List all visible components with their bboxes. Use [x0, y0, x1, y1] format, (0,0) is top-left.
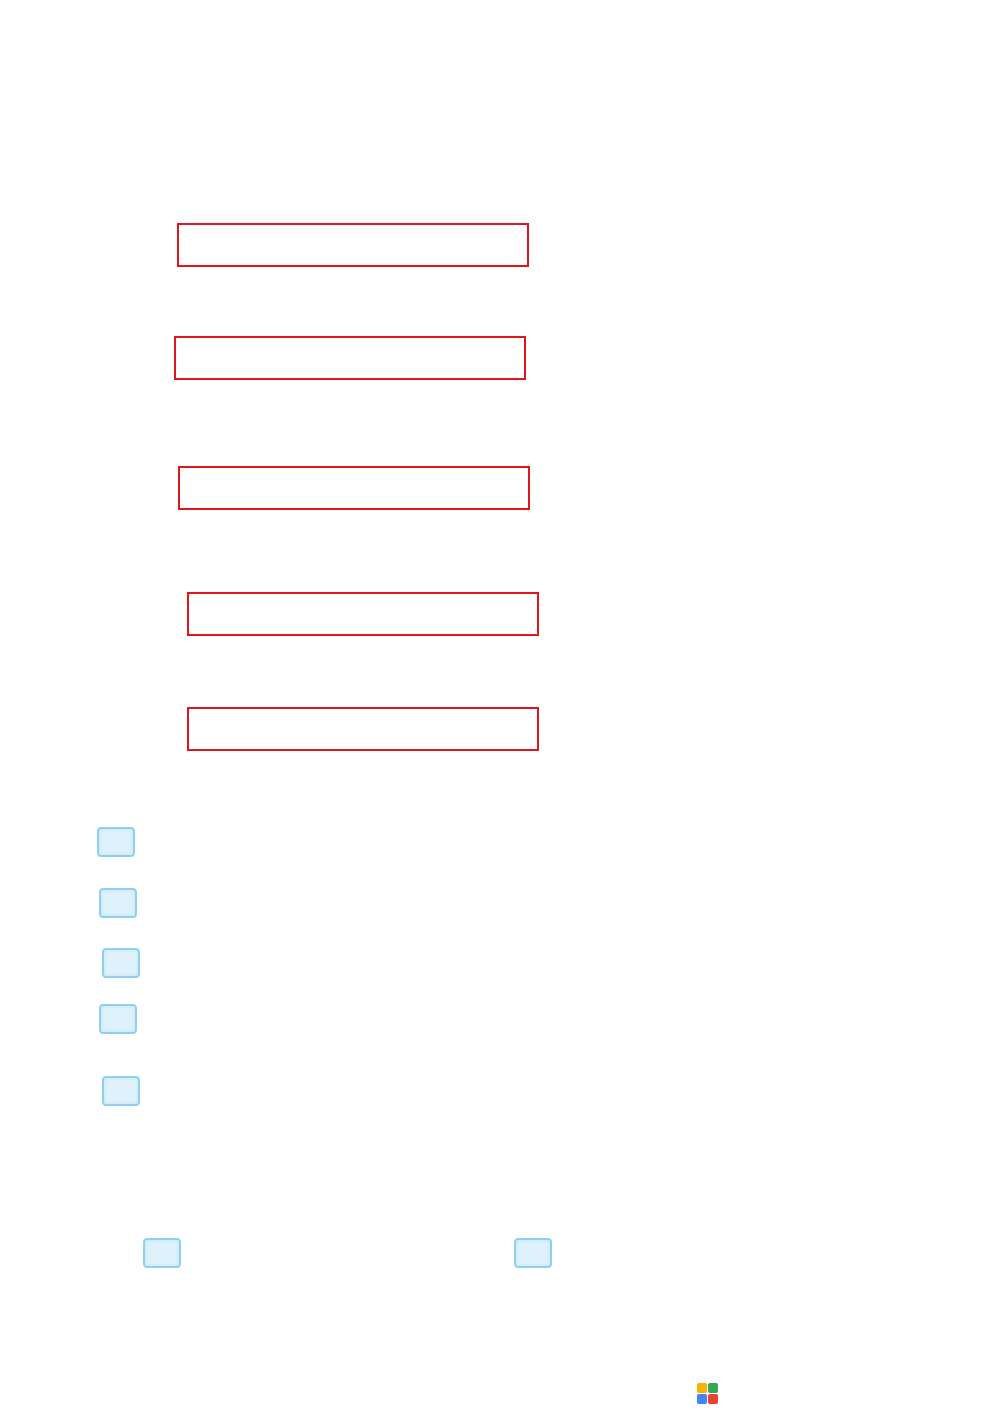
- answer-2-input[interactable]: [174, 336, 526, 380]
- order-box-5[interactable]: [102, 1076, 140, 1106]
- answer-3-input[interactable]: [178, 466, 530, 510]
- logo-mark-e: [708, 1394, 718, 1404]
- option-2-checkbox[interactable]: [514, 1238, 552, 1268]
- order-box-4[interactable]: [99, 1004, 137, 1034]
- answer-1-input[interactable]: [177, 223, 529, 267]
- order-box-2[interactable]: [99, 888, 137, 918]
- order-box-1[interactable]: [97, 827, 135, 857]
- answer-5-input[interactable]: [187, 707, 539, 751]
- balloon-border-right: [924, 38, 960, 1372]
- balloon-border-left: [40, 38, 76, 1372]
- order-box-3[interactable]: [102, 948, 140, 978]
- option-1-checkbox[interactable]: [143, 1238, 181, 1268]
- logo-mark-i: [708, 1383, 718, 1393]
- logo-mark-l: [697, 1383, 707, 1393]
- liveworksheets-logo: [697, 1378, 722, 1408]
- answer-4-input[interactable]: [187, 592, 539, 636]
- logo-mark-v: [697, 1394, 707, 1404]
- balloon-border-bottom: [40, 1336, 960, 1372]
- logo-mark-icon: [697, 1383, 718, 1404]
- balloon-border-top: [40, 38, 960, 74]
